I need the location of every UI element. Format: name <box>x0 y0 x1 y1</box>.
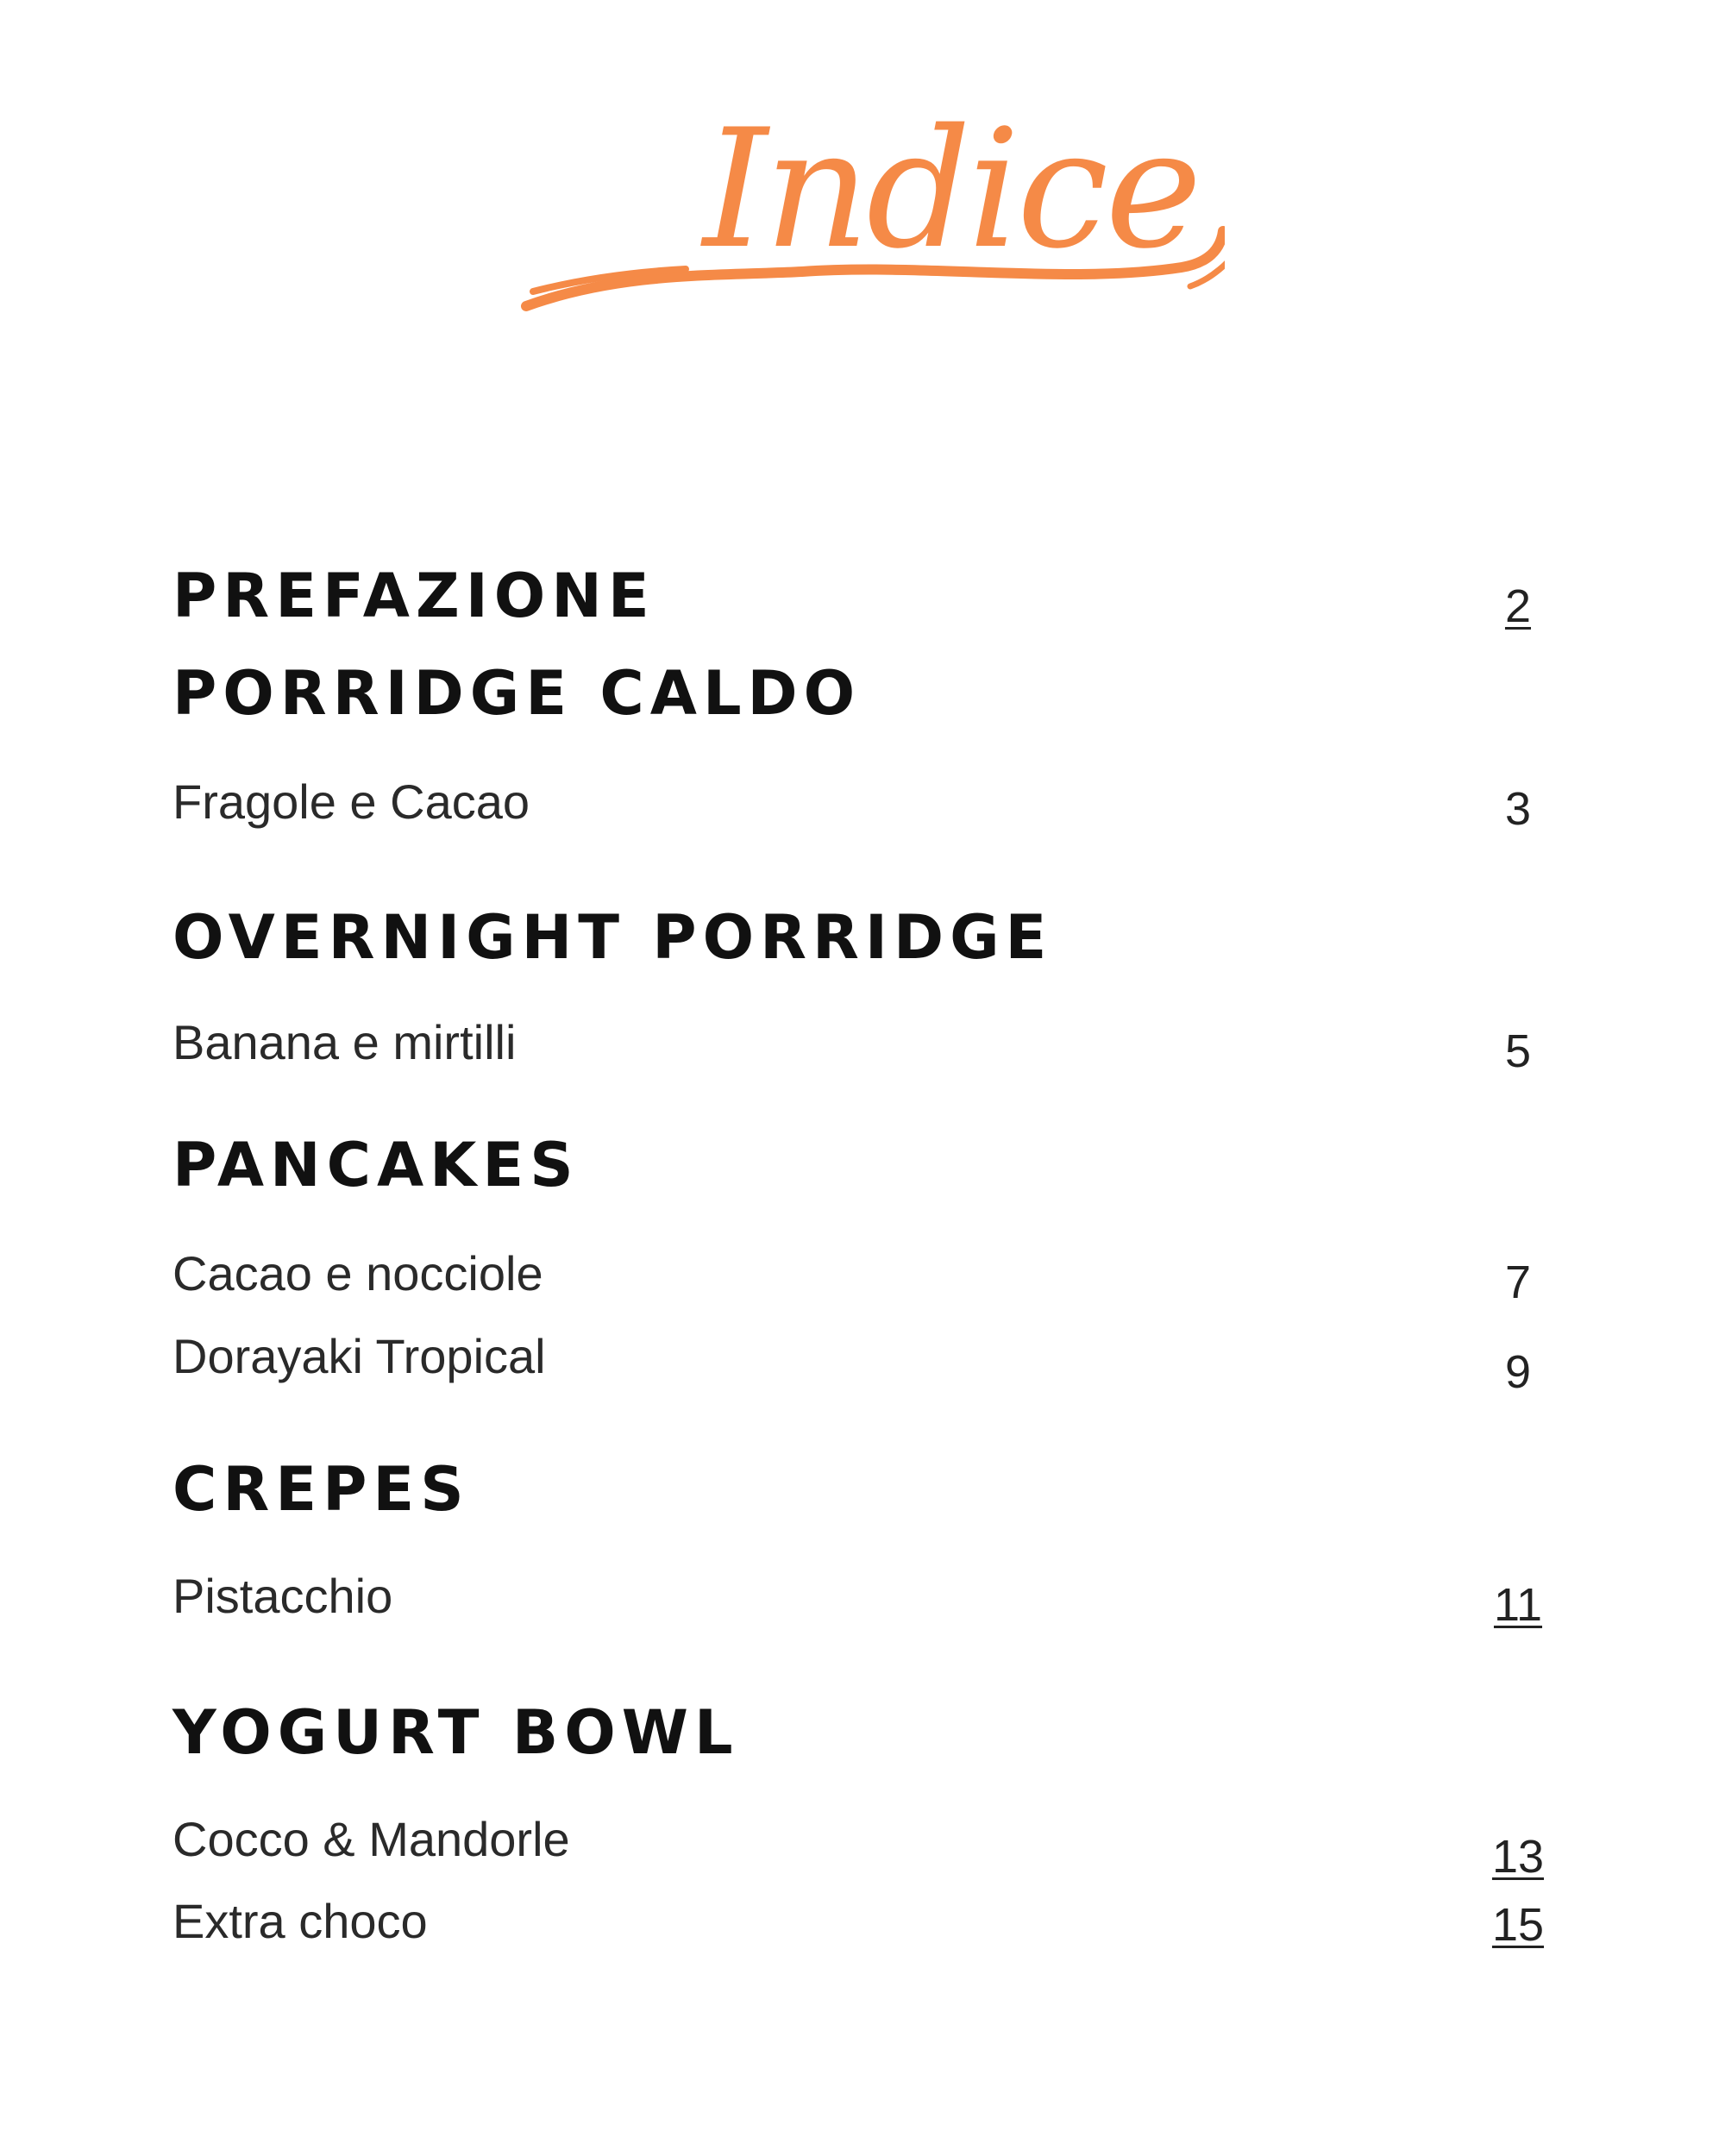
title-swash-icon <box>518 86 1225 328</box>
entry-label: Cacao e nocciole <box>172 1246 543 1300</box>
toc-entry[interactable] <box>172 774 1552 843</box>
page-number: 5 <box>1504 1025 1532 1077</box>
page-number: 3 <box>1504 783 1532 835</box>
toc-section-overnight-porridge <box>172 902 1552 980</box>
title-text: Indice <box>703 94 1199 285</box>
page-number: 13 <box>1491 1831 1545 1883</box>
entry-label: Extra choco <box>172 1894 428 1948</box>
page-number: 9 <box>1504 1346 1532 1398</box>
section-heading: YOGURT BOWL <box>172 1697 739 1768</box>
entry-label: Pistacchio <box>172 1569 393 1623</box>
toc-section-porridge-caldo <box>172 658 1552 736</box>
page-number: 2 <box>1504 580 1532 632</box>
section-heading: PANCAKES <box>172 1130 580 1200</box>
section-heading: CREPES <box>172 1454 470 1525</box>
section-heading: PREFAZIONE <box>172 561 656 631</box>
toc-section-yogurt-bowl <box>172 1697 1552 1775</box>
entry-label: Cocco & Mandorle <box>172 1812 570 1866</box>
toc-section-pancakes <box>172 1130 1552 1207</box>
entry-label: Fragole e Cacao <box>172 774 530 829</box>
toc-entry[interactable] <box>172 1245 1552 1314</box>
section-heading: OVERNIGHT PORRIDGE <box>172 902 1053 973</box>
page-number: 7 <box>1504 1257 1532 1308</box>
toc-entry[interactable] <box>172 1014 1552 1083</box>
page-title <box>518 86 1225 328</box>
toc-section-crepes <box>172 1454 1552 1532</box>
toc-section-prefazione[interactable] <box>172 561 1552 638</box>
toc-entry[interactable] <box>172 1811 1552 1883</box>
section-heading: PORRIDGE CALDO <box>172 658 862 729</box>
toc-entry[interactable] <box>172 1328 1552 1397</box>
toc-entry[interactable] <box>172 1893 1552 1962</box>
entry-label: Banana e mirtilli <box>172 1015 517 1069</box>
page-number: 11 <box>1493 1579 1543 1631</box>
entry-label: Dorayaki Tropical <box>172 1329 546 1383</box>
page-number: 15 <box>1491 1899 1545 1951</box>
toc-entry[interactable] <box>172 1568 1552 1637</box>
